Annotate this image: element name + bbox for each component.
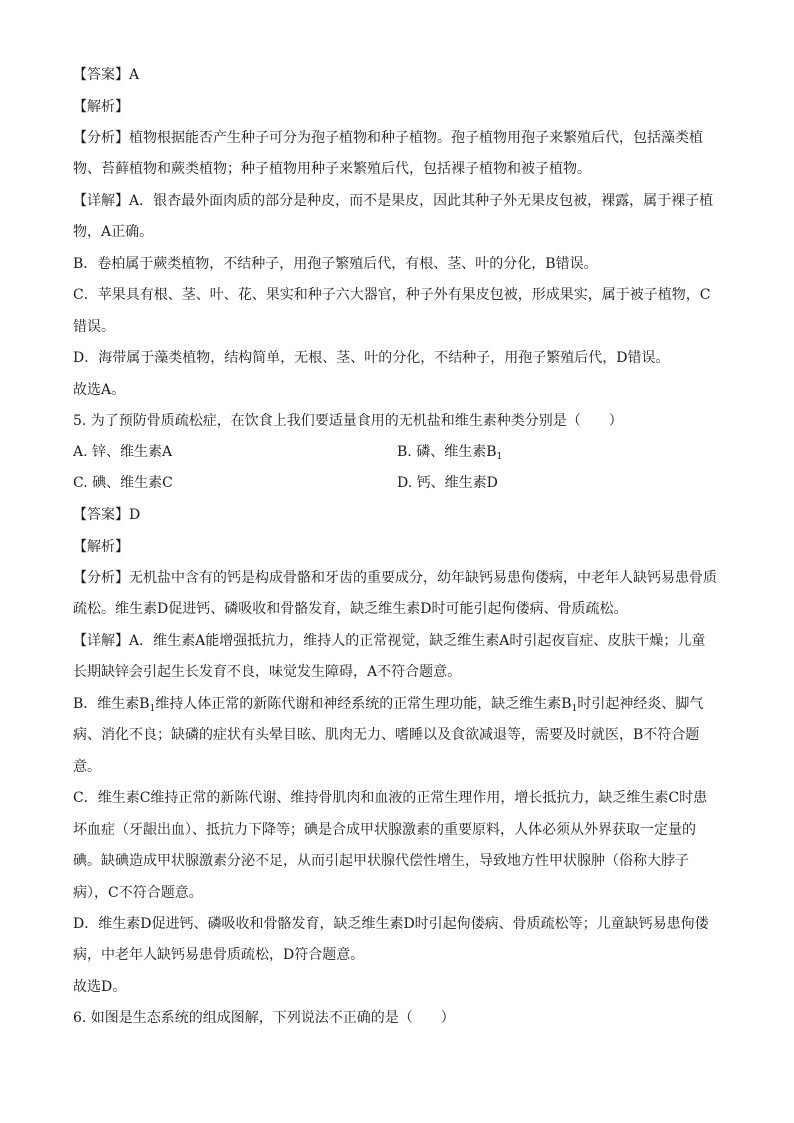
detail-text: 病），C不符合题意。	[73, 885, 203, 901]
analysis-text: 【分析】植物根据能否产生种子可分为孢子植物和种子植物。孢子植物用孢子来繁殖后代，包括藻类植	[73, 130, 703, 146]
detail-text: 坏血症（牙龈出血）、抵抗力下降等；碘是合成甲状腺激素的重要原料，人体必须从外界获取一定量的	[73, 822, 696, 838]
detail-text: 意。	[73, 759, 101, 775]
detail-text: C．苹果具有根、茎、叶、花、果实和种子六大器官，种子外有果皮包被，形成果实，属于被子植物，C	[73, 287, 711, 303]
option-a: A. 锌、维生素A	[73, 444, 173, 460]
answer-label: 【答案】D	[73, 507, 141, 523]
analysis-text: 【分析】无机盐中含有的钙是构成骨骼和牙齿的重要成分，幼年缺钙易患佝偻病，中老年人缺钙易患骨质	[73, 570, 717, 586]
detail-text: D．海带属于藻类植物，结构简单，无根、茎、叶的分化，不结种子，用孢子繁殖后代，D错误。	[73, 350, 670, 366]
detail-text: D．维生素D促进钙、磷吸收和骨骼发育，缺乏维生素D时引起佝偻病、骨质疏松等；儿童缺钙易患佝偻	[73, 916, 709, 932]
detail-text-part: 维持人体正常的新陈代谢和神经系统的正常生理功能，缺乏维生素B	[155, 696, 572, 712]
subscript: 1	[571, 704, 578, 714]
detail-text: 物，A正确。	[73, 224, 154, 240]
question-5-stem: 5. 为了预防骨质疏松症，在饮食上我们要适量食用的无机盐和维生素种类分别是（ ）	[73, 413, 623, 429]
conclusion-text: 故选A。	[73, 382, 126, 398]
detail-text: B．卷柏属于蕨类植物，不结种子，用孢子繁殖后代，有根、茎、叶的分化，B错误。	[73, 256, 598, 272]
detail-text: C．维生素C维持正常的新陈代谢、维持骨肌肉和血液的正常生理作用，增长抵抗力，缺乏维生素C时患	[73, 790, 708, 806]
subscript: 1	[149, 704, 156, 714]
detail-text: 碘。缺碘造成甲状腺激素分泌不足，从而引起甲状腺代偿性增生，导致地方性甲状腺肿（俗称大脖子	[73, 853, 689, 869]
analysis-heading: 【解析】	[73, 99, 129, 115]
analysis-heading: 【解析】	[73, 539, 129, 555]
detail-text: 病、消化不良；缺磷的症状有头晕目眩、肌肉无力、嗜睡以及食欲减退等，需要及时就医，B不符合题	[73, 727, 700, 743]
detail-text: 长期缺锌会引起生长发育不良，味觉发生障碍，A不符合题意。	[73, 664, 462, 680]
detail-text: 错误。	[73, 319, 115, 335]
conclusion-text: 故选D。	[73, 979, 127, 995]
option-c: C. 碘、维生素C	[73, 475, 173, 491]
question-6-stem: 6. 如图是生态系统的组成图解，下列说法不正确的是（ ）	[73, 1010, 455, 1026]
detail-text	[73, 695, 703, 718]
detail-text-part: 时引起神经炎、脚气	[577, 696, 704, 712]
answer-label: 【答案】A	[73, 67, 140, 83]
detail-text: 【详解】A．维生素A能增强抵抗力，维持人的正常视觉，缺乏维生素A时引起夜盲症、皮肤干燥；儿童	[73, 633, 706, 649]
option-b-subscript: 1	[496, 452, 503, 462]
analysis-text: 疏松。维生素D促进钙、磷吸收和骨骼发育，缺乏维生素D时可能引起佝偻病、骨质疏松。	[73, 601, 628, 617]
detail-text-part: B．维生素B	[73, 696, 150, 712]
analysis-text: 物、苔藓植物和蕨类植物；种子植物用种子来繁殖后代，包括裸子植物和被子植物。	[73, 161, 591, 177]
option-b	[397, 443, 502, 466]
detail-text: 【详解】A．银杏最外面肉质的部分是种皮，而不是果皮，因此其种子外无果皮包被，裸露，属于裸子植	[73, 193, 714, 209]
option-b-text: B. 磷、维生素B	[397, 444, 497, 460]
detail-text: 病，中老年人缺钙易患骨质疏松，D符合题意。	[73, 947, 365, 963]
option-d: D. 钙、维生素D	[397, 475, 498, 491]
